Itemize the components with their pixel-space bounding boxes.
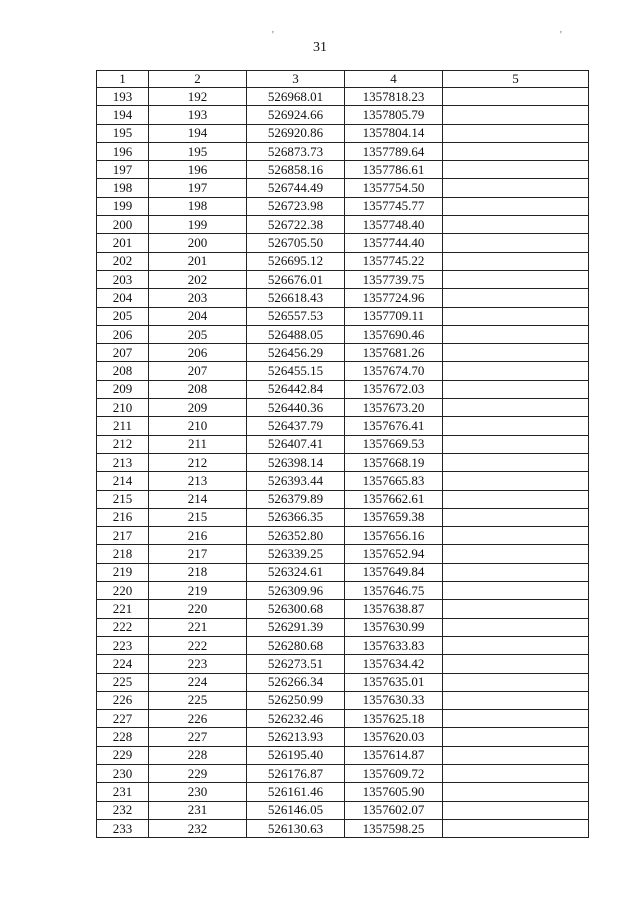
table-row: [97, 179, 589, 197]
table-cell: [443, 216, 589, 234]
table-cell: 214: [97, 472, 149, 490]
table-row: [97, 142, 589, 160]
table-cell: 526393.44: [247, 472, 345, 490]
table-cell: 213: [97, 453, 149, 471]
table-cell: 1357662.61: [345, 490, 443, 508]
table-cell: 211: [149, 435, 247, 453]
table-cell: 204: [97, 289, 149, 307]
table-cell: 1357744.40: [345, 234, 443, 252]
table-cell: 208: [149, 380, 247, 398]
table-cell: [443, 307, 589, 325]
table-cell: 210: [97, 399, 149, 417]
table-cell: 1357605.90: [345, 783, 443, 801]
table-cell: 194: [149, 124, 247, 142]
table-cell: 212: [97, 435, 149, 453]
table-cell: 526250.99: [247, 691, 345, 709]
table-row: [97, 197, 589, 215]
table-cell: 1357669.53: [345, 435, 443, 453]
table-cell: [443, 636, 589, 654]
table-cell: 1357690.46: [345, 325, 443, 343]
table-cell: 218: [97, 545, 149, 563]
table-cell: 197: [97, 161, 149, 179]
table-cell: [443, 527, 589, 545]
table-cell: 227: [149, 728, 247, 746]
table-cell: [443, 490, 589, 508]
table-cell: 229: [97, 746, 149, 764]
table-cell: [443, 801, 589, 819]
table-row: [97, 307, 589, 325]
table-cell: 229: [149, 764, 247, 782]
table-cell: 526273.51: [247, 655, 345, 673]
table-cell: [443, 380, 589, 398]
table-cell: 1357598.25: [345, 819, 443, 837]
table-cell: 526723.98: [247, 197, 345, 215]
table-cell: [443, 618, 589, 636]
margin-tick-mark: ': [272, 30, 274, 41]
table-cell: [443, 344, 589, 362]
table-cell: 224: [149, 673, 247, 691]
table-cell: 526705.50: [247, 234, 345, 252]
table-cell: [443, 655, 589, 673]
table-cell: 216: [97, 508, 149, 526]
table-row: [97, 563, 589, 581]
table-row: [97, 289, 589, 307]
table-cell: 526676.01: [247, 270, 345, 288]
table-cell: 1357625.18: [345, 710, 443, 728]
table-cell: 219: [149, 582, 247, 600]
table-row: [97, 252, 589, 270]
table-cell: [443, 728, 589, 746]
table-cell: [443, 179, 589, 197]
table-cell: 526924.66: [247, 106, 345, 124]
column-header: 4: [345, 71, 443, 88]
table-row: [97, 655, 589, 673]
table-cell: 223: [97, 636, 149, 654]
table-cell: 217: [97, 527, 149, 545]
table-row: [97, 472, 589, 490]
column-header: 3: [247, 71, 345, 88]
table-header-row: [97, 71, 589, 88]
table-cell: 197: [149, 179, 247, 197]
table-cell: 1357709.11: [345, 307, 443, 325]
table-cell: 526437.79: [247, 417, 345, 435]
table-cell: 1357674.70: [345, 362, 443, 380]
table-cell: 198: [149, 197, 247, 215]
table-row: [97, 270, 589, 288]
table-cell: 230: [97, 764, 149, 782]
table-cell: [443, 106, 589, 124]
table-cell: [443, 197, 589, 215]
table-cell: 1357646.75: [345, 582, 443, 600]
table-row: [97, 234, 589, 252]
table-cell: 526366.35: [247, 508, 345, 526]
table-cell: 230: [149, 783, 247, 801]
coordinates-table: [96, 70, 589, 838]
table-cell: 220: [97, 582, 149, 600]
table-cell: 1357614.87: [345, 746, 443, 764]
table-cell: 211: [97, 417, 149, 435]
table-cell: 526339.25: [247, 545, 345, 563]
table-cell: [443, 819, 589, 837]
table-row: [97, 545, 589, 563]
table-cell: [443, 673, 589, 691]
table-cell: 1357649.84: [345, 563, 443, 581]
table-cell: [443, 472, 589, 490]
table-cell: 232: [149, 819, 247, 837]
table-row: [97, 819, 589, 837]
table-cell: 526557.53: [247, 307, 345, 325]
table-cell: [443, 289, 589, 307]
table-row: [97, 636, 589, 654]
table-cell: 526146.05: [247, 801, 345, 819]
table-cell: 1357681.26: [345, 344, 443, 362]
table-cell: [443, 746, 589, 764]
table-cell: 199: [149, 216, 247, 234]
table-cell: 526213.93: [247, 728, 345, 746]
table-cell: 192: [149, 88, 247, 106]
table-row: [97, 508, 589, 526]
table-cell: 1357652.94: [345, 545, 443, 563]
page-number: 31: [313, 40, 327, 55]
table-cell: 1357634.42: [345, 655, 443, 673]
table-cell: 223: [149, 655, 247, 673]
table-cell: [443, 161, 589, 179]
table-cell: 1357754.50: [345, 179, 443, 197]
table-cell: 526324.61: [247, 563, 345, 581]
table-cell: 1357805.79: [345, 106, 443, 124]
table-cell: 209: [149, 399, 247, 417]
table-cell: 227: [97, 710, 149, 728]
table-cell: 1357739.75: [345, 270, 443, 288]
table-cell: 203: [149, 289, 247, 307]
table-cell: 1357665.83: [345, 472, 443, 490]
table-cell: 526456.29: [247, 344, 345, 362]
table-cell: 218: [149, 563, 247, 581]
table-row: [97, 710, 589, 728]
table-cell: 226: [97, 691, 149, 709]
table-cell: 1357659.38: [345, 508, 443, 526]
table-cell: 526920.86: [247, 124, 345, 142]
table-cell: 526618.43: [247, 289, 345, 307]
table-cell: 195: [97, 124, 149, 142]
table-cell: 220: [149, 600, 247, 618]
table-cell: 232: [97, 801, 149, 819]
table-cell: 1357633.83: [345, 636, 443, 654]
table-cell: 199: [97, 197, 149, 215]
table-cell: 1357630.99: [345, 618, 443, 636]
table-cell: [443, 88, 589, 106]
table-cell: 526744.49: [247, 179, 345, 197]
table-row: [97, 399, 589, 417]
table-cell: [443, 691, 589, 709]
table-cell: 206: [149, 344, 247, 362]
table-row: [97, 216, 589, 234]
table-cell: 233: [97, 819, 149, 837]
table-cell: 526232.46: [247, 710, 345, 728]
table-cell: 209: [97, 380, 149, 398]
table-cell: 526280.68: [247, 636, 345, 654]
table-cell: 526968.01: [247, 88, 345, 106]
table-cell: [443, 362, 589, 380]
table-cell: 203: [97, 270, 149, 288]
table-cell: 1357656.16: [345, 527, 443, 545]
table-cell: 208: [97, 362, 149, 380]
table-cell: 193: [97, 88, 149, 106]
table-cell: 225: [149, 691, 247, 709]
table-cell: 526455.15: [247, 362, 345, 380]
margin-tick-mark: ': [560, 30, 562, 41]
table-row: [97, 161, 589, 179]
table-cell: 526695.12: [247, 252, 345, 270]
table-cell: 201: [149, 252, 247, 270]
table-cell: [443, 582, 589, 600]
table-cell: 526176.87: [247, 764, 345, 782]
table-cell: 200: [97, 216, 149, 234]
table-cell: 207: [149, 362, 247, 380]
table-cell: 207: [97, 344, 149, 362]
table-row: [97, 673, 589, 691]
table-cell: 215: [149, 508, 247, 526]
table-cell: 194: [97, 106, 149, 124]
table-row: [97, 764, 589, 782]
table-row: [97, 728, 589, 746]
table-row: [97, 417, 589, 435]
table-cell: 213: [149, 472, 247, 490]
table-cell: 526442.84: [247, 380, 345, 398]
table-cell: 526398.14: [247, 453, 345, 471]
table-cell: 1357620.03: [345, 728, 443, 746]
table-cell: 205: [97, 307, 149, 325]
table-cell: 1357748.40: [345, 216, 443, 234]
table-cell: 526407.41: [247, 435, 345, 453]
table-cell: 226: [149, 710, 247, 728]
table-cell: 526873.73: [247, 142, 345, 160]
table-cell: 526195.40: [247, 746, 345, 764]
table-row: [97, 600, 589, 618]
table-cell: 202: [97, 252, 149, 270]
table-cell: 1357635.01: [345, 673, 443, 691]
table-cell: [443, 417, 589, 435]
table-row: [97, 691, 589, 709]
table-cell: 196: [149, 161, 247, 179]
column-header: 5: [443, 71, 589, 88]
table-cell: 200: [149, 234, 247, 252]
table-cell: 202: [149, 270, 247, 288]
table-cell: 228: [97, 728, 149, 746]
table-cell: [443, 325, 589, 343]
table-cell: [443, 783, 589, 801]
table-cell: 526440.36: [247, 399, 345, 417]
table-row: [97, 618, 589, 636]
table-cell: 1357789.64: [345, 142, 443, 160]
table-cell: [443, 435, 589, 453]
table-cell: [443, 545, 589, 563]
table-cell: 526161.46: [247, 783, 345, 801]
table-cell: 195: [149, 142, 247, 160]
table-row: [97, 582, 589, 600]
table-cell: [443, 600, 589, 618]
table-cell: 198: [97, 179, 149, 197]
table-cell: 1357668.19: [345, 453, 443, 471]
table-cell: 526130.63: [247, 819, 345, 837]
table-cell: 204: [149, 307, 247, 325]
table-row: [97, 435, 589, 453]
table-cell: 222: [149, 636, 247, 654]
table-body: [97, 88, 589, 838]
table-row: [97, 124, 589, 142]
table-cell: 526722.38: [247, 216, 345, 234]
table-cell: 526379.89: [247, 490, 345, 508]
table-cell: 205: [149, 325, 247, 343]
table-cell: 526858.16: [247, 161, 345, 179]
table-cell: 212: [149, 453, 247, 471]
table-cell: 210: [149, 417, 247, 435]
table-cell: 526266.34: [247, 673, 345, 691]
table-cell: 228: [149, 746, 247, 764]
table-row: [97, 106, 589, 124]
table-cell: 206: [97, 325, 149, 343]
table-row: [97, 527, 589, 545]
table-cell: [443, 252, 589, 270]
table-row: [97, 344, 589, 362]
table-cell: 526291.39: [247, 618, 345, 636]
table-cell: [443, 453, 589, 471]
column-header: 2: [149, 71, 247, 88]
table-cell: 526352.80: [247, 527, 345, 545]
table-cell: [443, 508, 589, 526]
table-cell: 193: [149, 106, 247, 124]
table-row: [97, 801, 589, 819]
table-cell: 214: [149, 490, 247, 508]
table-cell: 1357602.07: [345, 801, 443, 819]
table-row: [97, 362, 589, 380]
table-row: [97, 453, 589, 471]
table-cell: 1357745.22: [345, 252, 443, 270]
table-cell: 221: [149, 618, 247, 636]
table-cell: 526309.96: [247, 582, 345, 600]
table-row: [97, 783, 589, 801]
table-cell: [443, 234, 589, 252]
table-cell: [443, 399, 589, 417]
table-cell: 215: [97, 490, 149, 508]
table-cell: 216: [149, 527, 247, 545]
table-cell: 224: [97, 655, 149, 673]
table-cell: 1357745.77: [345, 197, 443, 215]
table-cell: 225: [97, 673, 149, 691]
table-cell: 526300.68: [247, 600, 345, 618]
table-cell: 1357638.87: [345, 600, 443, 618]
table-row: [97, 325, 589, 343]
table-cell: 222: [97, 618, 149, 636]
table-cell: 1357672.03: [345, 380, 443, 398]
table-cell: [443, 124, 589, 142]
table-cell: 1357804.14: [345, 124, 443, 142]
table-cell: 1357609.72: [345, 764, 443, 782]
table-cell: 1357786.61: [345, 161, 443, 179]
column-header: 1: [97, 71, 149, 88]
table-cell: 1357673.20: [345, 399, 443, 417]
table-cell: 1357818.23: [345, 88, 443, 106]
table-row: [97, 380, 589, 398]
table-cell: 231: [149, 801, 247, 819]
table-cell: 201: [97, 234, 149, 252]
table-row: [97, 746, 589, 764]
table-row: [97, 490, 589, 508]
table-cell: 1357724.96: [345, 289, 443, 307]
table-cell: 231: [97, 783, 149, 801]
table-cell: 217: [149, 545, 247, 563]
table-cell: 1357630.33: [345, 691, 443, 709]
table-cell: 1357676.41: [345, 417, 443, 435]
table-cell: [443, 764, 589, 782]
table-cell: [443, 270, 589, 288]
table-cell: 196: [97, 142, 149, 160]
table-cell: 526488.05: [247, 325, 345, 343]
table-cell: [443, 142, 589, 160]
table-row: [97, 88, 589, 106]
table-cell: 219: [97, 563, 149, 581]
table-cell: 221: [97, 600, 149, 618]
table-cell: [443, 563, 589, 581]
table-cell: [443, 710, 589, 728]
